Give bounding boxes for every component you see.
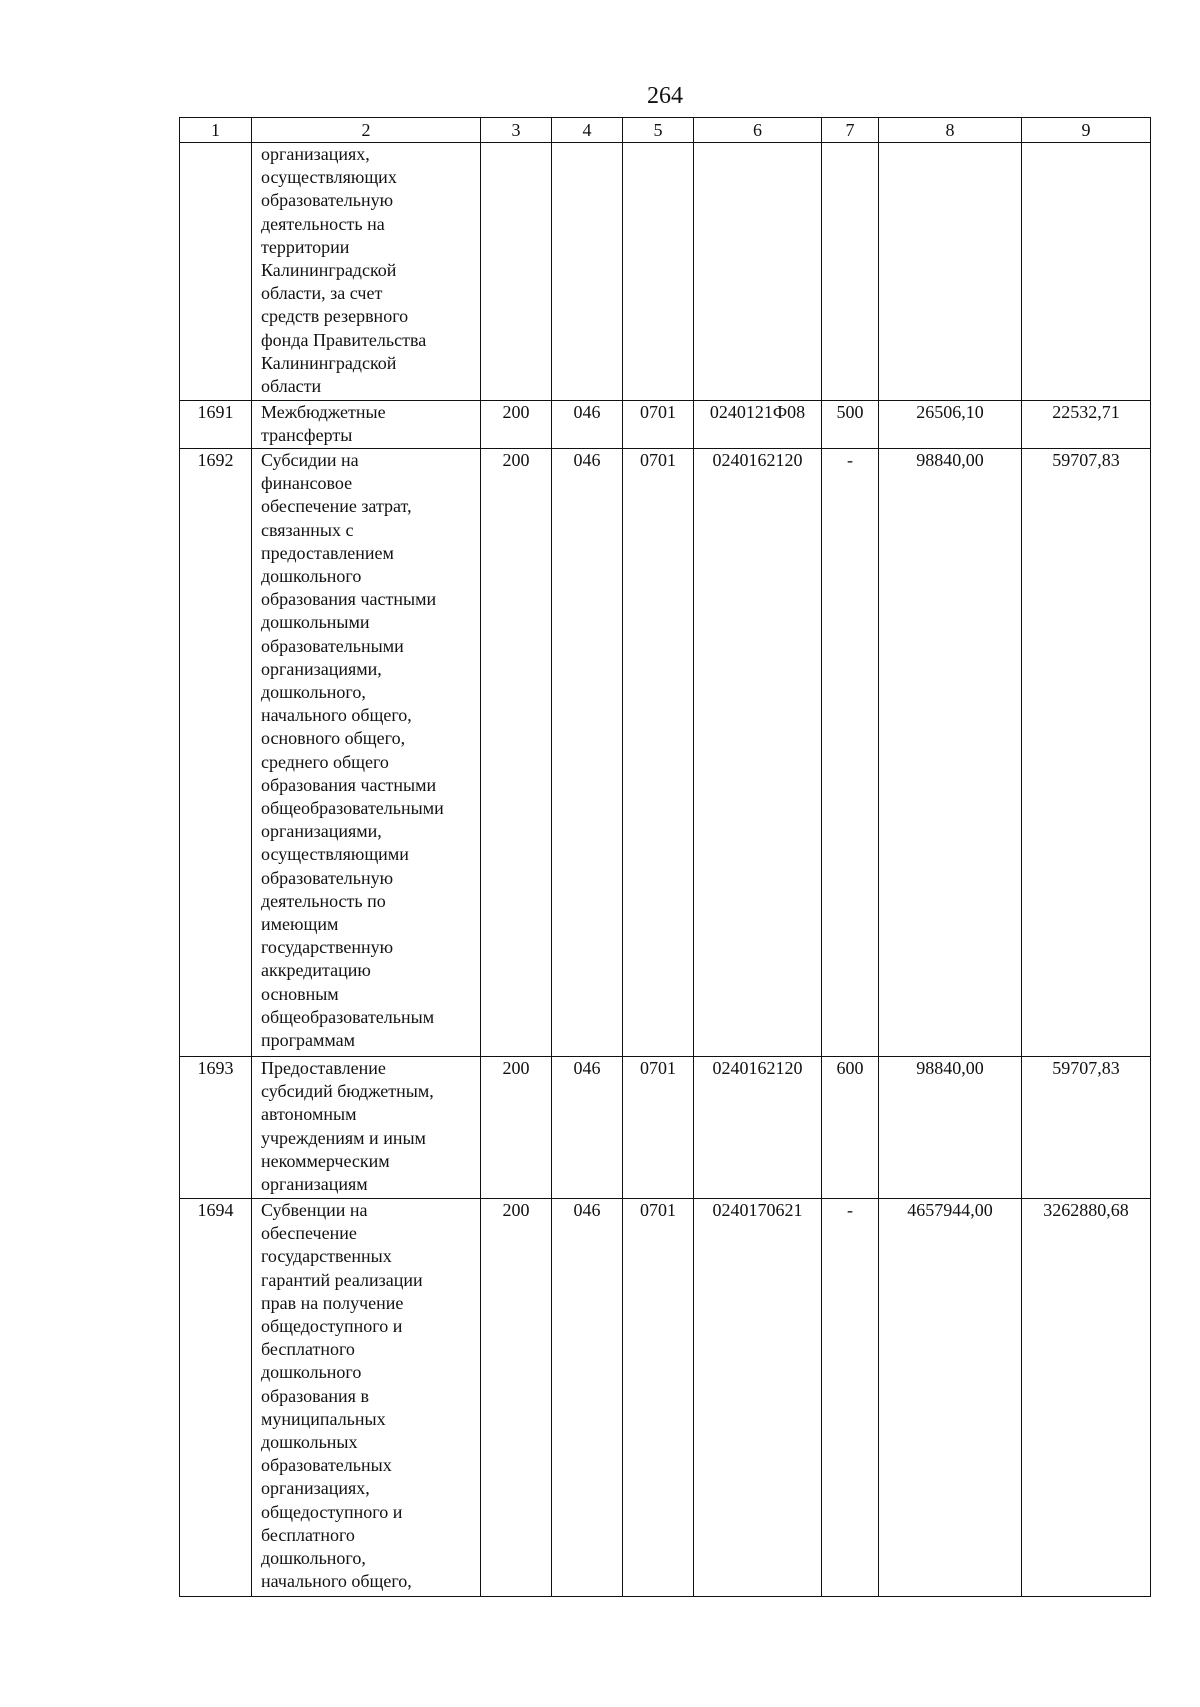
row-col-9: 59707,83	[1022, 1057, 1151, 1199]
description-line: образовательных	[261, 1455, 392, 1476]
row-col-4: 046	[552, 1057, 623, 1199]
description-line: территории	[261, 236, 350, 257]
description-line: муниципальных	[261, 1408, 386, 1429]
description-line: некоммерческим	[261, 1150, 390, 1171]
description-line: субсидий бюджетным,	[261, 1081, 434, 1102]
row-col-8: 4657944,00	[879, 1199, 1022, 1597]
description-line: области	[261, 376, 322, 397]
description-line: связанных с	[261, 519, 354, 540]
row-col-3: 200	[481, 1057, 552, 1199]
row-col-6	[694, 143, 822, 401]
row-col-9: 3262880,68	[1022, 1199, 1151, 1597]
row-col-3: 200	[481, 1199, 552, 1597]
header-col-5: 5	[623, 118, 694, 143]
header-col-8: 8	[879, 118, 1022, 143]
description-line: Межбюджетные	[261, 402, 386, 422]
header-col-4: 4	[552, 118, 623, 143]
description-line: бесплатного	[261, 1339, 355, 1360]
description-line: организациями,	[261, 821, 382, 842]
row-col-3: 200	[481, 449, 552, 1057]
row-col-7: -	[822, 1199, 879, 1597]
description-line: учреждениям и иным	[261, 1127, 426, 1148]
description-line: фонда Правительства	[261, 329, 427, 350]
table-row	[180, 143, 1151, 401]
row-number	[180, 143, 252, 401]
description-line: предоставлением	[261, 542, 394, 563]
description-line: Калининградской	[261, 260, 397, 281]
row-col-9: 59707,83	[1022, 449, 1151, 1057]
description-line: общедоступного и	[261, 1501, 403, 1522]
description-line: гарантий реализации	[261, 1269, 423, 1290]
row-number: 1691	[180, 401, 252, 449]
table-row	[180, 1057, 1151, 1199]
header-col-1: 1	[180, 118, 252, 143]
row-col-9: 22532,71	[1022, 401, 1151, 449]
description-line: дошкольного,	[261, 1548, 366, 1569]
description-line: общеобразовательными	[261, 798, 444, 819]
row-col-8: 98840,00	[879, 1057, 1022, 1199]
row-col-6: 0240162120	[694, 1057, 822, 1199]
description-line: образования частными	[261, 774, 437, 795]
row-col-5: 0701	[623, 1057, 694, 1199]
description-line: программам	[261, 1030, 356, 1051]
description-line: дошкольного,	[261, 682, 366, 703]
description-line: обеспечение затрат,	[261, 496, 412, 517]
description-line: области, за счет	[261, 283, 383, 304]
row-col-7: -	[822, 449, 879, 1057]
description-line: дошкольными	[261, 612, 370, 633]
table-row	[180, 449, 1151, 1057]
row-col-4: 046	[552, 449, 623, 1057]
description-line: общеобразовательным	[261, 1006, 435, 1027]
row-col-8: 26506,10	[879, 401, 1022, 449]
description-line: образовательную	[261, 867, 394, 888]
row-description	[252, 1199, 481, 1597]
description-line: организациям	[261, 1174, 368, 1195]
description-line: осуществляющими	[261, 844, 409, 865]
row-col-4: 046	[552, 401, 623, 449]
description-line: автономным	[261, 1104, 357, 1125]
row-col-6: 0240170621	[694, 1199, 822, 1597]
row-col-5: 0701	[623, 401, 694, 449]
description-line: средств резервного	[261, 306, 409, 327]
description-line: образовательными	[261, 635, 404, 656]
description-line: трансферты	[261, 425, 353, 446]
description-line: дошкольных	[261, 1432, 358, 1453]
header-col-2: 2	[252, 118, 481, 143]
row-description	[252, 449, 481, 1057]
row-col-5: 0701	[623, 1199, 694, 1597]
description-line: Субвенции на	[261, 1200, 368, 1220]
description-line: аккредитацию	[261, 960, 371, 981]
header-col-3: 3	[481, 118, 552, 143]
row-description	[252, 143, 481, 401]
row-col-7: 500	[822, 401, 879, 449]
row-col-6: 0240121Ф08	[694, 401, 822, 449]
description-line: образования частными	[261, 589, 437, 610]
description-line: основным	[261, 983, 339, 1004]
description-line: среднего общего	[261, 751, 389, 772]
row-col-8	[879, 143, 1022, 401]
description-line: деятельность по	[261, 890, 386, 911]
description-line: начального общего,	[261, 1571, 412, 1592]
row-col-7	[822, 143, 879, 401]
description-line: образовательную	[261, 190, 394, 211]
row-col-4: 046	[552, 1199, 623, 1597]
description-line: прав на получение	[261, 1292, 404, 1313]
description-line: государственную	[261, 937, 394, 958]
description-line: организациями,	[261, 658, 382, 679]
description-line: Субсидии на	[261, 450, 359, 470]
row-description	[252, 1057, 481, 1199]
row-col-7: 600	[822, 1057, 879, 1199]
row-col-6: 0240162120	[694, 449, 822, 1057]
table-header-row	[180, 118, 1151, 143]
description-line: обеспечение	[261, 1223, 357, 1244]
row-number: 1693	[180, 1057, 252, 1199]
table-row	[180, 1199, 1151, 1597]
description-line: осуществляющих	[261, 167, 397, 188]
row-col-5	[623, 143, 694, 401]
description-line: организациях,	[261, 144, 370, 164]
budget-table	[179, 117, 1151, 1597]
row-description	[252, 401, 481, 449]
description-line: начального общего,	[261, 705, 412, 726]
row-col-9	[1022, 143, 1151, 401]
description-line: бесплатного	[261, 1524, 355, 1545]
description-line: деятельность на	[261, 213, 385, 234]
header-col-7: 7	[822, 118, 879, 143]
description-line: имеющим	[261, 914, 339, 935]
table-body	[180, 143, 1151, 1597]
row-col-8: 98840,00	[879, 449, 1022, 1057]
description-line: Предоставление	[261, 1058, 386, 1078]
row-col-3: 200	[481, 401, 552, 449]
header-col-9: 9	[1022, 118, 1151, 143]
description-line: дошкольного	[261, 1362, 362, 1383]
description-line: организациях,	[261, 1478, 370, 1499]
table-row	[180, 401, 1151, 449]
description-line: общедоступного и	[261, 1316, 403, 1337]
description-line: Калининградской	[261, 352, 397, 373]
row-col-4	[552, 143, 623, 401]
row-number: 1692	[180, 449, 252, 1057]
page-number: 264	[647, 83, 683, 109]
description-line: государственных	[261, 1246, 392, 1267]
description-line: основного общего,	[261, 728, 406, 749]
row-col-5: 0701	[623, 449, 694, 1057]
description-line: образования в	[261, 1385, 369, 1406]
row-col-3	[481, 143, 552, 401]
header-col-6: 6	[694, 118, 822, 143]
description-line: финансовое	[261, 473, 353, 494]
row-number: 1694	[180, 1199, 252, 1597]
description-line: дошкольного	[261, 566, 362, 587]
